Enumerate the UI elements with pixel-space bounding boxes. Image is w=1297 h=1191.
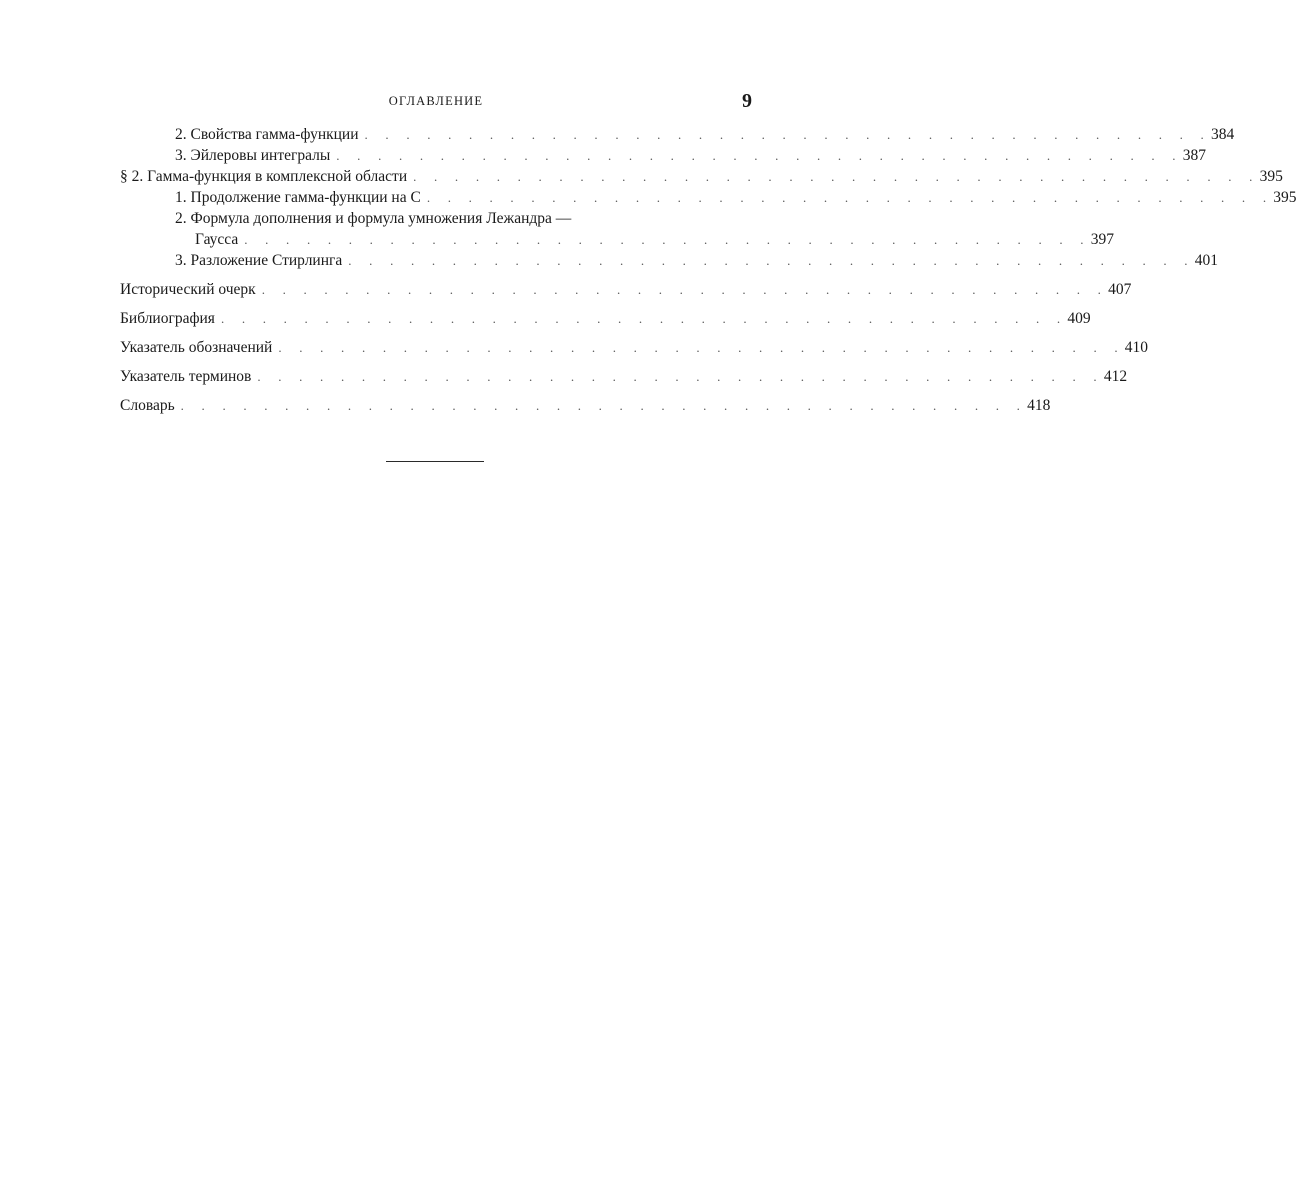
table-of-contents	[120, 124, 1297, 416]
toc-entry-title: 2. Формула дополнения и формула умножения Лежандра —	[175, 210, 572, 227]
toc-chapter	[120, 279, 1132, 300]
toc-entry-title: § 2. Гамма-функция в комплексной области	[120, 168, 408, 185]
toc-leader-dots: . . . . . . . . . . . . . . . . . . . . . . . . . . . . . . . . . . . . . . . . .	[261, 282, 1109, 297]
toc-leader-dots: . . . . . . . . . . . . . . . . . . . . . . . . . . . . . . . . . . . . . . . . .	[426, 190, 1274, 205]
toc-entry-title: 2. Свойства гамма-функции	[175, 126, 359, 143]
toc-leader-dots: . . . . . . . . . . . . . . . . . . . . . . . . . . . . . . . . . . . . . . . . .	[244, 232, 1091, 247]
toc-entry-page: 397	[1090, 231, 1114, 248]
toc-entry	[120, 208, 752, 229]
toc-entry	[120, 145, 1206, 166]
toc-entry-continuation	[120, 229, 1114, 250]
toc-section	[120, 166, 1283, 187]
toc-entry-page: 409	[1067, 310, 1091, 327]
toc-entry-title: 1. Продолжение гамма-функции на C	[175, 189, 421, 206]
toc-leader-dots: . . . . . . . . . . . . . . . . . . . . . . . . . . . . . . . . . . . . . . . . .	[364, 127, 1211, 142]
page-title: ОГЛАВЛЕНИЕ	[388, 94, 484, 108]
toc-entry	[120, 187, 1297, 208]
running-header	[120, 92, 752, 112]
page-number: 9	[742, 90, 752, 112]
toc-entry-page: 418	[1027, 397, 1051, 414]
toc-entry-page: 407	[1108, 281, 1132, 298]
toc-leader-dots: . . . . . . . . . . . . . . . . . . . . . . . . . . . . . . . . . . . . . . . . .	[413, 169, 1260, 184]
toc-leader-dots: . . . . . . . . . . . . . . . . . . . . . . . . . . . . . . . . . . . . . . . . .	[220, 311, 1068, 326]
toc-entry-title: 3. Эйлеровы интегралы	[175, 147, 331, 164]
toc-entry	[120, 124, 1235, 145]
toc-entry-title: Указатель терминов	[120, 368, 252, 385]
toc-leader-dots: . . . . . . . . . . . . . . . . . . . . . . . . . . . . . . . . . . . . . . . . .	[278, 340, 1125, 355]
toc-chapter	[120, 366, 1128, 387]
toc-entry-title: Исторический очерк	[120, 281, 256, 298]
toc-entry-title: 3. Разложение Стирлинга	[175, 252, 343, 269]
toc-entry-page: 384	[1210, 126, 1235, 143]
toc-leader-dots: . . . . . . . . . . . . . . . . . . . . . . . . . . . . . . . . . . . . . . . . .	[180, 398, 1028, 413]
toc-chapter	[120, 308, 1091, 329]
toc-leader-dots: . . . . . . . . . . . . . . . . . . . . . . . . . . . . . . . . . . . . . . . . .	[257, 369, 1104, 384]
toc-entry	[120, 250, 1218, 271]
toc-entry-title: Гаусса	[195, 231, 239, 248]
toc-entry-page: 410	[1124, 339, 1149, 356]
toc-chapter	[120, 337, 1149, 358]
toc-leader-dots: . . . . . . . . . . . . . . . . . . . . . . . . . . . . . . . . . . . . . . . . .	[348, 253, 1195, 268]
toc-entry-page: 395	[1259, 168, 1283, 185]
toc-chapter	[120, 395, 1051, 416]
toc-entry-title: Словарь	[120, 397, 175, 414]
toc-entry-page: 401	[1194, 252, 1218, 269]
toc-leader-dots: . . . . . . . . . . . . . . . . . . . . . . . . . . . . . . . . . . . . . . . . .	[336, 148, 1183, 163]
toc-entry-page: 387	[1182, 147, 1206, 164]
toc-entry-page: 412	[1103, 368, 1128, 385]
toc-entry-page: 395	[1273, 189, 1297, 206]
end-rule	[386, 461, 484, 462]
toc-entry-title: Указатель обозначений	[120, 339, 273, 356]
toc-entry-title: Библиография	[120, 310, 215, 327]
